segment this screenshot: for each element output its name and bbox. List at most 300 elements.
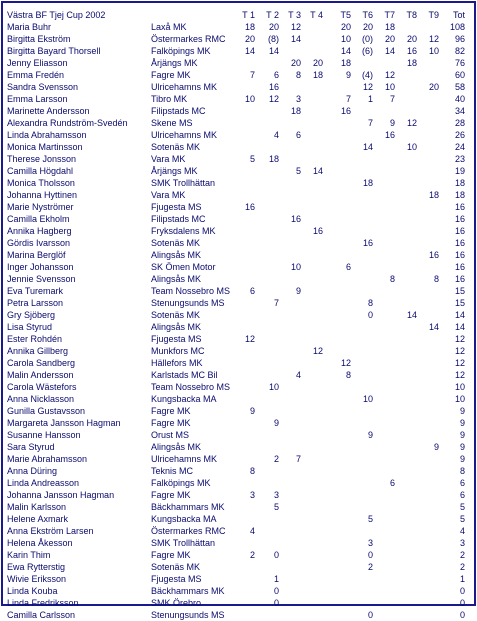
score-t6 — [351, 585, 373, 597]
score-t6 — [351, 165, 373, 177]
score-t6 — [351, 153, 373, 165]
score-t3 — [279, 81, 301, 93]
score-t7 — [373, 261, 395, 273]
score-t5 — [329, 333, 351, 345]
score-t9 — [417, 465, 439, 477]
score-t8 — [395, 93, 417, 105]
score-t6: (6) — [362, 46, 373, 56]
score-t2 — [257, 57, 279, 69]
table-row — [3, 345, 474, 357]
score-t7 — [373, 309, 395, 321]
score-t4 — [301, 177, 323, 189]
score-t4 — [301, 333, 323, 345]
table-row — [3, 417, 474, 429]
score-t7 — [373, 585, 395, 597]
table-row — [3, 177, 474, 189]
score-t8 — [395, 405, 417, 417]
driver-name: Malin Andersson — [7, 370, 74, 380]
score-t6 — [351, 405, 373, 417]
club-name: Fagre MK — [151, 418, 191, 428]
score-t3 — [279, 45, 301, 57]
score-t6 — [351, 105, 373, 117]
score-t2 — [257, 273, 279, 285]
score-t2 — [257, 393, 279, 405]
col-header-t8: T8 — [406, 10, 417, 20]
score-t9 — [417, 489, 439, 501]
score-t7 — [373, 153, 395, 165]
table-row — [3, 165, 474, 177]
driver-name: Gunilla Gustavsson — [7, 406, 86, 416]
score-t7 — [373, 393, 395, 405]
club-name: Bäckhammars MK — [151, 586, 225, 596]
score-t2 — [257, 333, 279, 345]
score-t6 — [351, 201, 373, 213]
score-t1: 16 — [244, 202, 255, 212]
table-row — [3, 141, 474, 153]
score-t8 — [395, 225, 417, 237]
score-t4 — [301, 453, 323, 465]
score-t9 — [417, 561, 439, 573]
score-t2: 9 — [273, 418, 279, 428]
score-t1 — [233, 417, 255, 429]
score-t8 — [395, 165, 417, 177]
club-name: Fagre MK — [151, 70, 191, 80]
score-total: 58 — [454, 82, 465, 92]
club-name: SMK Örebro — [151, 598, 202, 608]
score-t2: (8) — [268, 34, 279, 44]
col-header-t3: T 3 — [288, 10, 301, 20]
club-name: Filipstads MC — [151, 214, 206, 224]
score-t4 — [301, 501, 323, 513]
score-t1 — [233, 477, 255, 489]
club-name: Sotenäs MK — [151, 562, 201, 572]
score-t4 — [301, 273, 323, 285]
driver-name: Marie Nyströmer — [7, 202, 74, 212]
table-row — [3, 441, 474, 453]
score-t7 — [373, 417, 395, 429]
score-t9 — [417, 153, 439, 165]
score-t3 — [279, 177, 301, 189]
score-t7: 10 — [384, 82, 395, 92]
score-total: 16 — [454, 226, 465, 236]
table-row — [3, 465, 474, 477]
score-t9 — [417, 57, 439, 69]
score-t5: 9 — [345, 70, 351, 80]
score-t8 — [395, 153, 417, 165]
club-name: SK Ömen Motor — [151, 262, 216, 272]
driver-name: Linda Fredriksson — [7, 598, 79, 608]
club-name: Kungsbacka MA — [151, 514, 217, 524]
score-t3 — [279, 609, 301, 621]
club-name: Munkfors MC — [151, 346, 205, 356]
score-t1 — [233, 393, 255, 405]
score-t3 — [279, 561, 301, 573]
score-t6 — [351, 357, 373, 369]
score-t3 — [279, 441, 301, 453]
score-t2 — [257, 465, 279, 477]
score-t7: 6 — [389, 478, 395, 488]
score-total: 108 — [449, 22, 465, 32]
table-row — [3, 57, 474, 69]
score-t8 — [395, 357, 417, 369]
score-t4 — [301, 33, 323, 45]
score-t8 — [395, 273, 417, 285]
score-t4 — [301, 321, 323, 333]
score-t7 — [373, 285, 395, 297]
score-t7: 8 — [389, 274, 395, 284]
score-total: 5 — [459, 514, 465, 524]
score-t8: 18 — [406, 58, 417, 68]
score-total: 14 — [454, 322, 465, 332]
score-t2: 2 — [273, 454, 279, 464]
club-name: Alingsås MK — [151, 274, 202, 284]
score-t1 — [233, 561, 255, 573]
score-t4 — [301, 309, 323, 321]
score-t8 — [395, 333, 417, 345]
score-t8 — [395, 321, 417, 333]
score-t7 — [373, 405, 395, 417]
score-t5: 8 — [345, 370, 351, 380]
score-t7 — [373, 141, 395, 153]
score-t1 — [233, 165, 255, 177]
score-t8 — [395, 429, 417, 441]
score-t3 — [279, 597, 301, 609]
score-t7 — [373, 177, 395, 189]
score-t3: 6 — [295, 130, 301, 140]
table-row — [3, 549, 474, 561]
score-t2 — [257, 309, 279, 321]
score-total: 6 — [459, 478, 465, 488]
driver-name: Ewa Rytterstig — [7, 562, 66, 572]
score-t1 — [233, 105, 255, 117]
score-t5 — [329, 537, 351, 549]
score-t5 — [329, 573, 351, 585]
score-t9 — [417, 549, 439, 561]
driver-name: Monica Tholsson — [7, 178, 75, 188]
score-t3 — [279, 585, 301, 597]
score-t5 — [329, 393, 351, 405]
club-name: Falköpings MK — [151, 46, 211, 56]
score-t7 — [373, 57, 395, 69]
score-t4 — [301, 105, 323, 117]
score-t1: 7 — [249, 70, 255, 80]
score-t4 — [301, 573, 323, 585]
score-t9 — [417, 429, 439, 441]
score-t4 — [301, 213, 323, 225]
driver-name: Gry Sjöberg — [7, 310, 56, 320]
score-total: 28 — [454, 118, 465, 128]
score-t1 — [233, 225, 255, 237]
driver-name: Linda Andreasson — [7, 478, 80, 488]
score-t6: 9 — [367, 430, 373, 440]
score-t5 — [329, 597, 351, 609]
score-t6 — [351, 417, 373, 429]
score-t4 — [301, 477, 323, 489]
score-total: 6 — [459, 490, 465, 500]
score-t4: 20 — [312, 58, 323, 68]
score-t4 — [301, 129, 323, 141]
score-t1 — [233, 513, 255, 525]
score-total: 23 — [454, 154, 465, 164]
score-t7: 16 — [384, 130, 395, 140]
score-t5 — [329, 417, 351, 429]
score-t2 — [257, 405, 279, 417]
driver-name: Therese Jonsson — [7, 154, 77, 164]
score-t3 — [279, 153, 301, 165]
table-row — [3, 537, 474, 549]
score-t4 — [301, 609, 323, 621]
score-t9 — [417, 165, 439, 177]
club-name: Hällefors MK — [151, 358, 203, 368]
score-t8 — [395, 489, 417, 501]
score-t4 — [301, 429, 323, 441]
score-t3 — [279, 417, 301, 429]
score-t3 — [279, 429, 301, 441]
score-t6: 16 — [362, 238, 373, 248]
table-row — [3, 261, 474, 273]
score-t3 — [279, 201, 301, 213]
score-t5 — [329, 117, 351, 129]
table-row — [3, 501, 474, 513]
score-t4 — [301, 585, 323, 597]
driver-name: Linda Kouba — [7, 586, 58, 596]
score-total: 9 — [459, 454, 465, 464]
score-t1 — [233, 213, 255, 225]
score-t2 — [257, 225, 279, 237]
score-t8 — [395, 345, 417, 357]
table-row — [3, 321, 474, 333]
score-t9 — [417, 237, 439, 249]
table-title: Västra BF Tjej Cup 2002 — [7, 10, 106, 20]
col-header-t1: T 1 — [242, 10, 255, 20]
score-total: 15 — [454, 286, 465, 296]
driver-name: Carola Sandberg — [7, 358, 76, 368]
score-total: 0 — [459, 586, 465, 596]
club-name: Bäckhammars MK — [151, 502, 225, 512]
club-name: Fjugesta MS — [151, 202, 202, 212]
score-t6 — [351, 285, 373, 297]
score-t6: 12 — [362, 82, 373, 92]
score-t1 — [233, 453, 255, 465]
score-t4 — [301, 45, 323, 57]
score-t1 — [233, 573, 255, 585]
score-total: 2 — [459, 550, 465, 560]
driver-name: Helena Åkesson — [7, 538, 73, 548]
score-t7 — [373, 333, 395, 345]
score-t9 — [417, 609, 439, 621]
score-t7 — [373, 525, 395, 537]
score-t8 — [395, 441, 417, 453]
score-t1 — [233, 177, 255, 189]
driver-name: Emma Larsson — [7, 94, 68, 104]
score-total: 96 — [454, 34, 465, 44]
score-t1: 5 — [249, 154, 255, 164]
club-name: Falköpings MK — [151, 478, 211, 488]
score-total: 24 — [454, 142, 465, 152]
score-t7 — [373, 369, 395, 381]
score-t8 — [395, 369, 417, 381]
score-t2 — [257, 513, 279, 525]
score-t9 — [417, 225, 439, 237]
score-t8 — [395, 297, 417, 309]
score-t9 — [417, 201, 439, 213]
score-t4: 18 — [312, 70, 323, 80]
score-t3 — [279, 117, 301, 129]
score-t5: 18 — [340, 58, 351, 68]
score-t7 — [373, 189, 395, 201]
score-t8: 10 — [406, 142, 417, 152]
score-t8 — [395, 237, 417, 249]
score-t9: 10 — [428, 46, 439, 56]
driver-name: Karin Thim — [7, 550, 51, 560]
score-total: 16 — [454, 250, 465, 260]
score-t2 — [257, 525, 279, 537]
score-total: 8 — [459, 466, 465, 476]
score-t2: 6 — [273, 70, 279, 80]
score-t8 — [395, 513, 417, 525]
score-total: 19 — [454, 166, 465, 176]
table-row — [3, 561, 474, 573]
score-t6 — [351, 189, 373, 201]
score-t7 — [373, 465, 395, 477]
score-t5 — [329, 225, 351, 237]
score-t9 — [417, 309, 439, 321]
score-t4 — [301, 189, 323, 201]
score-t3 — [279, 537, 301, 549]
driver-name: Marinette Andersson — [7, 106, 90, 116]
score-t1: 8 — [249, 466, 255, 476]
score-t4: 16 — [312, 226, 323, 236]
score-t4 — [301, 141, 323, 153]
score-t1: 12 — [244, 334, 255, 344]
score-t7 — [373, 549, 395, 561]
score-t1 — [233, 297, 255, 309]
score-t2 — [257, 345, 279, 357]
score-t8 — [395, 417, 417, 429]
score-total: 9 — [459, 406, 465, 416]
score-total: 12 — [454, 370, 465, 380]
score-t1 — [233, 81, 255, 93]
score-t2: 5 — [273, 502, 279, 512]
driver-name: Marie Abrahamsson — [7, 454, 88, 464]
score-total: 82 — [454, 46, 465, 56]
score-t9: 9 — [433, 442, 439, 452]
score-t9 — [417, 285, 439, 297]
table-row — [3, 357, 474, 369]
score-t4 — [301, 81, 323, 93]
score-t7 — [373, 201, 395, 213]
score-t7 — [373, 561, 395, 573]
score-t8 — [395, 525, 417, 537]
table-row — [3, 405, 474, 417]
score-t4 — [301, 117, 323, 129]
club-name: SMK Trollhättan — [151, 178, 216, 188]
score-t5 — [329, 453, 351, 465]
score-t9 — [417, 573, 439, 585]
score-t4 — [301, 93, 323, 105]
score-t3 — [279, 141, 301, 153]
score-t9 — [417, 393, 439, 405]
score-t1 — [233, 273, 255, 285]
club-name: Team Nossebro MS — [151, 286, 231, 296]
score-total: 1 — [459, 574, 465, 584]
score-t9 — [417, 261, 439, 273]
score-t2 — [257, 369, 279, 381]
club-name: Alingsås MK — [151, 322, 202, 332]
score-t9 — [417, 213, 439, 225]
score-t4 — [301, 357, 323, 369]
score-t4 — [301, 261, 323, 273]
club-name: Fjugesta MS — [151, 334, 202, 344]
table-row — [3, 45, 474, 57]
table-row — [3, 573, 474, 585]
score-t5 — [329, 525, 351, 537]
score-t5: 10 — [340, 34, 351, 44]
score-t9 — [417, 69, 439, 81]
club-name: Alingsås MK — [151, 250, 202, 260]
score-total: 16 — [454, 202, 465, 212]
table-row — [3, 609, 474, 621]
score-t2 — [257, 429, 279, 441]
score-t3: 3 — [295, 94, 301, 104]
score-t3 — [279, 573, 301, 585]
score-t7 — [373, 501, 395, 513]
score-t6: 20 — [362, 22, 373, 32]
club-name: Orust MS — [151, 430, 190, 440]
score-t1 — [233, 501, 255, 513]
score-t5 — [329, 321, 351, 333]
score-t8 — [395, 501, 417, 513]
score-t7 — [373, 381, 395, 393]
score-t2: 16 — [268, 82, 279, 92]
score-t6: 1 — [367, 94, 373, 104]
score-t4 — [301, 489, 323, 501]
score-t1: 10 — [244, 94, 255, 104]
club-name: Skene MS — [151, 118, 193, 128]
score-t5 — [329, 585, 351, 597]
driver-name: Anna Nicklasson — [7, 394, 75, 404]
score-t9 — [417, 345, 439, 357]
table-row — [3, 189, 474, 201]
score-t2: 10 — [268, 382, 279, 392]
score-total: 5 — [459, 502, 465, 512]
table-row — [3, 273, 474, 285]
score-t7 — [373, 225, 395, 237]
table-row — [3, 153, 474, 165]
score-t8: 14 — [406, 310, 417, 320]
club-name: Laxå MK — [151, 22, 187, 32]
table-row — [3, 105, 474, 117]
score-t2 — [257, 561, 279, 573]
table-row — [3, 93, 474, 105]
driver-name: Emma Fredén — [7, 70, 65, 80]
club-name: Fagre MK — [151, 406, 191, 416]
score-t3 — [279, 513, 301, 525]
driver-name: Susanne Hansson — [7, 430, 81, 440]
score-t6 — [351, 57, 373, 69]
club-name: Team Nossebro MS — [151, 382, 231, 392]
table-row — [3, 513, 474, 525]
score-t9 — [417, 177, 439, 189]
club-name: Vara MK — [151, 154, 186, 164]
club-name: Kungsbacka MA — [151, 394, 217, 404]
driver-name: Helene Axmark — [7, 514, 69, 524]
club-name: Stenungsunds MS — [151, 298, 225, 308]
score-t6: 2 — [367, 562, 373, 572]
score-t8 — [395, 285, 417, 297]
score-t8 — [395, 549, 417, 561]
score-t5 — [329, 381, 351, 393]
